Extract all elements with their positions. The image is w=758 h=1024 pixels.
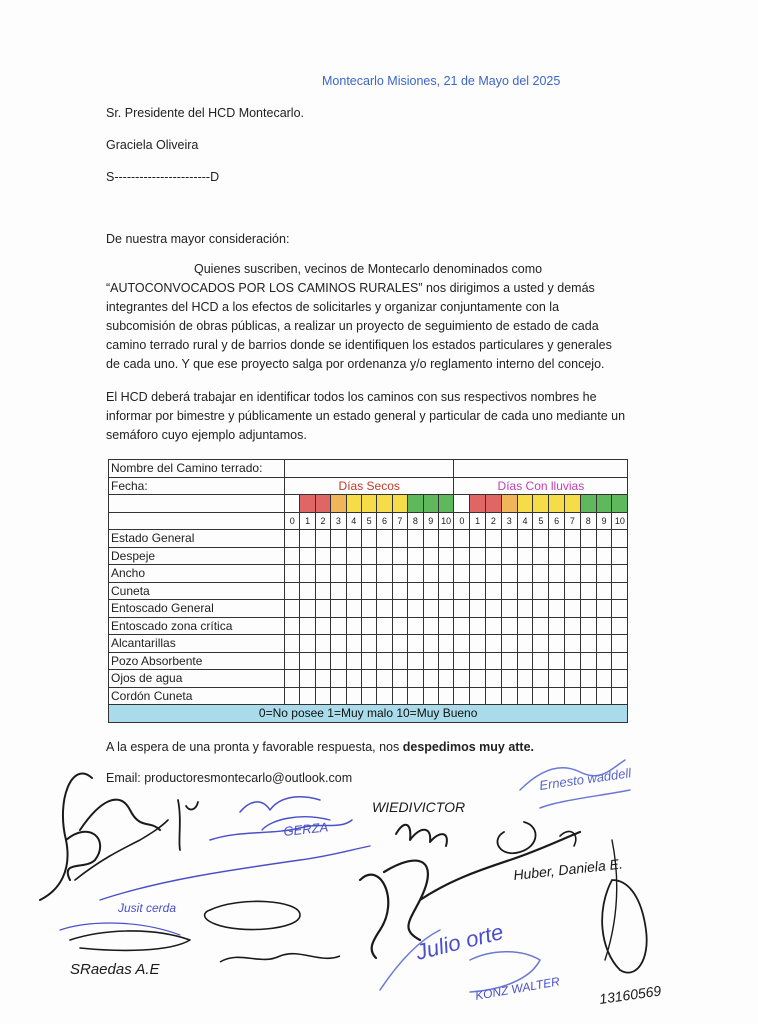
- signature-text: Huber, Daniela E.: [512, 855, 624, 883]
- scale-number: 2: [315, 512, 330, 530]
- criterion-label: Estado General: [109, 530, 285, 548]
- signature-text: SRaedas A.E: [70, 961, 160, 978]
- scale-number: 6: [377, 512, 392, 530]
- date-label: Fecha:: [109, 477, 285, 495]
- scale-number: 7: [565, 512, 581, 530]
- signature-text: Jusit cerda: [118, 901, 177, 915]
- scale-number: 10: [612, 512, 628, 530]
- criterion-label: Pozo Absorbente: [109, 652, 285, 670]
- scale-number: 3: [501, 512, 517, 530]
- scale-number: 0: [454, 512, 470, 530]
- scale-number: 5: [533, 512, 549, 530]
- scale-number: 9: [423, 512, 438, 530]
- sd-line: S-----------------------D: [106, 170, 220, 184]
- road-name-label: Nombre del Camino terrado:: [109, 460, 285, 478]
- signature-text: 13160569: [598, 982, 663, 1007]
- criterion-label: Ojos de agua: [109, 670, 285, 688]
- criterion-label: Cuneta: [109, 582, 285, 600]
- criterion-label: Entoscado General: [109, 600, 285, 618]
- criterion-label: Entoscado zona crítica: [109, 617, 285, 635]
- body-paragraph-1: Quienes suscriben, vecinos de Montecarlo denominados como “AUTOCONVOCADOS POR LOS CAMINOS RURALES” nos dirigimos a usted y demás integrantes del HCD a los efectos de solicitarles y organizar conjuntamente con la subcomisión de obras públicas, a realizar un proyecto de seguimiento de estado de cada camino terrado rural y de barrios donde se identifiquen los estados particulares y generales de cada uno. Y que ese proyecto salga por ordenanza y/o reglamento interno del concejo.: [106, 262, 612, 371]
- criterion-label: Ancho: [109, 565, 285, 583]
- scale-number: 9: [596, 512, 612, 530]
- signature-text: Julio orte: [413, 918, 506, 965]
- closing-bold: despedimos muy atte.: [402, 740, 535, 754]
- addressee: Sr. Presidente del HCD Montecarlo.: [106, 106, 305, 120]
- criterion-label: Despeje: [109, 547, 285, 565]
- criterion-label: Cordón Cuneta: [109, 687, 285, 705]
- rain-days-header: Días Con lluvias: [454, 477, 628, 495]
- signature-text: WIEDIVICTOR: [372, 799, 466, 815]
- scale-number: 3: [331, 512, 346, 530]
- signature-text: KONZ WALTER: [474, 974, 561, 1003]
- scale-number: 7: [392, 512, 407, 530]
- scale-number: 1: [300, 512, 315, 530]
- scale-number: 1: [470, 512, 486, 530]
- signature-stroke: [220, 954, 340, 962]
- signature-text: Ernesto waddell: [538, 765, 633, 793]
- criterion-label: Alcantarillas: [109, 635, 285, 653]
- addressee-name: Graciela Oliveira: [106, 138, 199, 152]
- greeting: De nuestra mayor consideración:: [106, 232, 290, 246]
- scale-number: 0: [285, 512, 300, 530]
- letter-date: Montecarlo Misiones, 21 de Mayo del 2025: [322, 74, 561, 88]
- scale-number: 4: [517, 512, 533, 530]
- scale-number: 8: [580, 512, 596, 530]
- scale-number: 10: [438, 512, 454, 530]
- scale-number: 4: [346, 512, 361, 530]
- dry-days-header: Días Secos: [285, 477, 454, 495]
- signature-text: GERZA: [282, 819, 329, 839]
- scale-number: 6: [549, 512, 565, 530]
- closing-text: A la espera de una pronta y favorable respuesta, nos: [106, 740, 403, 754]
- scale-number: 5: [361, 512, 376, 530]
- email-line[interactable]: Email: productoresmontecarlo@outlook.com: [106, 771, 353, 785]
- body-paragraph-2: El HCD deberá trabajar en identificar todos los caminos con sus respectivos nombres he informar por bimestre y públicamente un estado general y particular de cada uno mediante un semáforo cuyo ejemplo adjuntamos.: [106, 390, 626, 442]
- scale-number: 2: [486, 512, 502, 530]
- scale-number: 8: [408, 512, 423, 530]
- scale-legend: 0=No posee 1=Muy malo 10=Muy Bueno: [109, 705, 628, 723]
